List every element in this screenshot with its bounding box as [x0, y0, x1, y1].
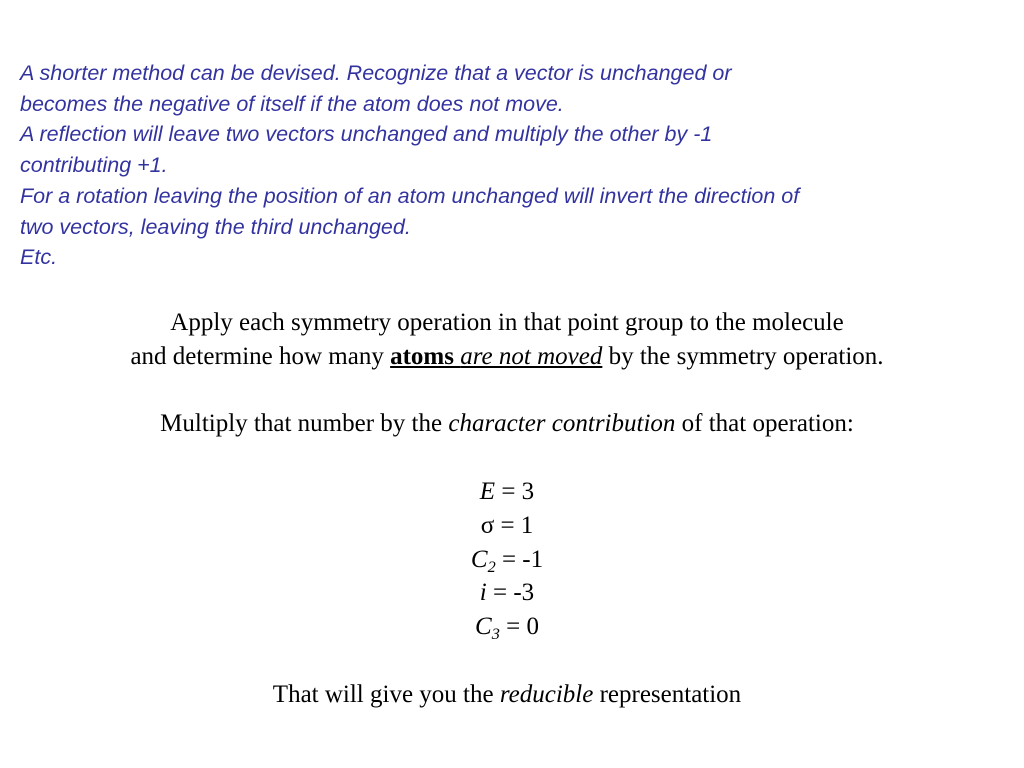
multiply-text-end: of that operation: — [675, 410, 854, 438]
operation-c3-rotation — [0, 610, 1014, 644]
conclusion-text: That will give you the — [272, 680, 500, 708]
operation-value: = 1 — [494, 511, 534, 539]
operation-value: = -3 — [486, 579, 535, 607]
apply-text: and determine how many — [130, 342, 391, 370]
operation-c2-rotation — [0, 543, 1014, 577]
method-note — [20, 58, 1010, 273]
operation-subscript: 3 — [491, 625, 500, 644]
main-content — [0, 306, 1014, 712]
conclusion-line — [0, 678, 1014, 712]
operation-inversion — [0, 576, 1014, 610]
spacer — [0, 644, 1014, 678]
note-line: A reflection will leave two vectors unchanged and multiply the other by -1 — [20, 122, 713, 147]
operation-symbol: C — [475, 613, 492, 641]
operation-value: = -1 — [495, 545, 544, 573]
conclusion-text-end: representation — [593, 680, 742, 708]
note-line: Etc. — [20, 245, 58, 270]
note-line: becomes the negative of itself if the atom does not move. — [20, 91, 564, 116]
note-line: For a rotation leaving the position of an atom unchanged will invert the direction of — [20, 183, 800, 208]
operation-symbol: C — [470, 545, 488, 573]
note-line: contributing +1. — [20, 153, 168, 178]
operation-reflection — [0, 509, 1014, 543]
spacer — [0, 374, 1014, 408]
multiply-text: Multiply that number by the — [160, 410, 449, 438]
apply-line-2 — [0, 340, 1014, 374]
note-line: two vectors, leaving the third unchanged. — [20, 214, 411, 239]
spacer — [0, 441, 1014, 475]
multiply-line — [0, 407, 1014, 441]
operation-symbol: i — [479, 579, 487, 607]
operation-value: = 3 — [495, 477, 535, 505]
atoms-term: atoms — [390, 342, 454, 370]
operation-symbol: σ — [480, 511, 495, 539]
note-line: A shorter method can be devised. Recognize that a vector is unchanged or — [20, 61, 732, 85]
apply-line-1: Apply each symmetry operation in that point group to the molecule — [170, 309, 844, 336]
not-moved-term: are not moved — [460, 342, 603, 370]
character-contribution-term: character contribution — [448, 410, 676, 438]
operation-subscript: 2 — [487, 557, 496, 576]
reducible-term: reducible — [499, 680, 594, 708]
operation-value: = 0 — [499, 613, 539, 641]
apply-text-end: by the symmetry operation. — [602, 342, 884, 370]
operation-symbol: E — [479, 477, 496, 505]
operation-identity — [0, 475, 1014, 509]
